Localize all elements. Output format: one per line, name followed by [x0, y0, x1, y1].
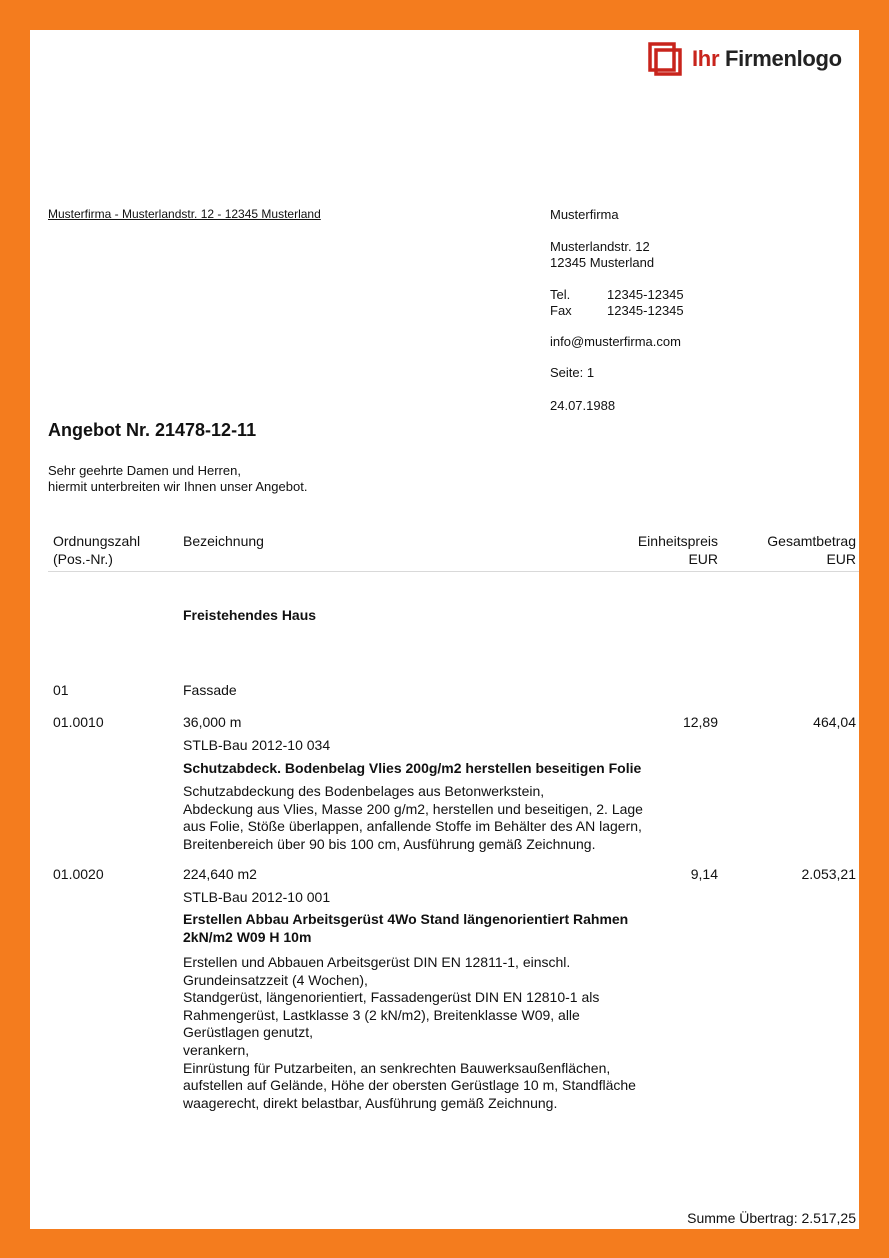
group-label: Fassade — [183, 682, 237, 698]
company-logo — [648, 42, 842, 76]
header-ordnungszahl — [53, 532, 140, 568]
description-line: waagerecht, direkt belastbar, Ausführung gemäß Zeichnung. — [183, 1094, 558, 1111]
position-title-line: Erstellen Abbau Arbeitsgerüst 4Wo Stand längenorientiert Rahmen — [183, 911, 629, 927]
carry-over-sum: Summe Übertrag: 2.517,25 — [687, 1210, 856, 1226]
header-bezeichnung: Bezeichnung — [183, 533, 264, 549]
page-number: Seite: 1 — [550, 365, 595, 380]
logo-text — [692, 46, 842, 72]
position-code: STLB-Bau 2012-10 034 — [183, 737, 331, 753]
description-line: Einrüstung für Putzarbeiten, an senkrechten Bauwerksaußenflächen, — [183, 1059, 611, 1076]
description-line: aus Folie, Stöße überlappen, anfallende Stoffe im Behälter des AN lagern, — [183, 818, 642, 835]
header-ordnungszahl-line2: (Pos.-Nr.) — [53, 551, 113, 567]
fax-value: 12345-12345 — [607, 303, 684, 318]
logo-mark-icon — [648, 42, 682, 76]
section-title: Freistehendes Haus — [183, 607, 317, 623]
position-unit-price: 12,89 — [682, 714, 718, 730]
salutation-line-2: hiermit unterbreiten wir Ihnen unser Angebot. — [48, 479, 308, 494]
header-gesamtbetrag-line2: EUR — [826, 551, 856, 567]
description-line: aufstellen auf Gelände, Höhe der obersten Gerüstlage 10 m, Standfläche — [183, 1077, 636, 1094]
salutation-line-1: Sehr geehrte Damen und Herren, — [48, 463, 241, 478]
description-line: verankern, — [183, 1041, 250, 1058]
description-line: Grundeinsatzzeit (4 Wochen), — [183, 971, 368, 988]
header-gesamtbetrag-line1: Gesamtbetrag — [767, 533, 856, 549]
fax-label: Fax — [550, 303, 572, 318]
phone-row — [550, 287, 684, 303]
position-code: STLB-Bau 2012-10 001 — [183, 889, 331, 905]
description-line: Rahmengerüst, Lastklasse 3 (2 kN/m2), Breitenklasse W09, alle — [183, 1006, 580, 1023]
header-einheitspreis-line2: EUR — [688, 551, 718, 567]
sender-return-address: Musterfirma - Musterlandstr. 12 - 12345 Musterland — [48, 207, 321, 221]
phone-label: Tel. — [550, 287, 571, 302]
header-gesamtbetrag — [767, 532, 856, 568]
position-description — [183, 783, 643, 853]
header-einheitspreis-line1: Einheitspreis — [637, 533, 718, 549]
document-page — [30, 30, 859, 1229]
position-title: Schutzabdeck. Bodenbelag Vlies 200g/m2 herstellen beseitigen Folie — [183, 760, 642, 776]
position-number: 01.0020 — [53, 866, 104, 882]
description-line: Gerüstlagen genutzt, — [183, 1024, 313, 1041]
position-title — [183, 910, 628, 946]
position-number: 01.0010 — [53, 714, 104, 730]
description-line: Schutzabdeckung des Bodenbelages aus Betonwerkstein, — [183, 783, 545, 799]
position-quantity: 36,000 m — [183, 714, 242, 730]
fax-row — [550, 303, 684, 319]
company-name: Musterfirma — [550, 207, 619, 222]
position-quantity: 224,640 m2 — [183, 866, 257, 882]
company-email: info@musterfirma.com — [550, 334, 681, 349]
position-unit-price: 9,14 — [690, 866, 718, 882]
document-date: 24.07.1988 — [550, 398, 616, 413]
header-ordnungszahl-line1: Ordnungszahl — [53, 533, 141, 549]
description-line: Standgerüst, längenorientiert, Fassadengerüst DIN EN 12810-1 als — [183, 989, 600, 1006]
header-einheitspreis — [638, 532, 718, 568]
position-total: 2.053,21 — [801, 866, 856, 882]
group-number: 01 — [53, 682, 69, 698]
header-divider — [48, 571, 859, 572]
position-description — [183, 954, 636, 1112]
company-street: Musterlandstr. 12 — [550, 239, 650, 254]
logo-text-firmenlogo: Firmenlogo — [725, 46, 842, 71]
position-total: 464,04 — [813, 714, 856, 730]
salutation — [48, 463, 307, 495]
logo-text-ihr: Ihr — [692, 46, 720, 71]
page-title: Angebot Nr. 21478-12-11 — [48, 420, 257, 440]
description-line: Breitenbereich über 90 bis 100 cm, Ausführung gemäß Zeichnung. — [183, 835, 596, 852]
position-title-line: 2kN/m2 W09 H 10m — [183, 929, 312, 945]
description-line: Abdeckung aus Vlies, Masse 200 g/m2, herstellen und beseitigen, 2. Lage — [183, 800, 643, 817]
company-city: 12345 Musterland — [550, 255, 655, 270]
description-line: Erstellen und Abbauen Arbeitsgerüst DIN EN 12811-1, einschl. — [183, 954, 571, 970]
phone-value: 12345-12345 — [607, 287, 684, 302]
